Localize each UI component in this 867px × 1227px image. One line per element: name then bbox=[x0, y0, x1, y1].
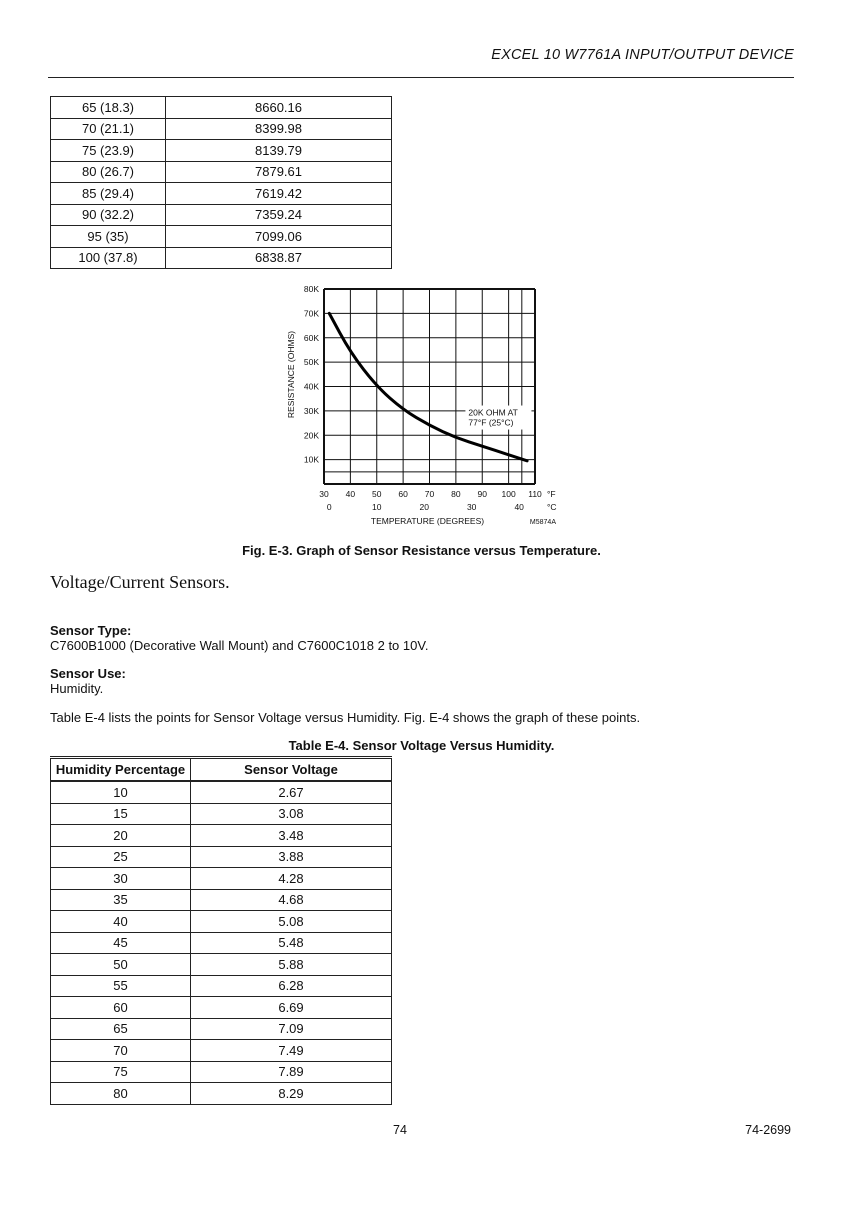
x-tick-label: 90 bbox=[477, 489, 487, 499]
resistance-chart bbox=[282, 280, 572, 530]
table-cell: 10 bbox=[51, 781, 191, 803]
y-tick-label: 50K bbox=[303, 357, 319, 368]
table-cell: 100 (37.8) bbox=[51, 247, 166, 269]
table-header-row bbox=[51, 758, 392, 782]
table-cell: 55 bbox=[51, 975, 191, 997]
table-cell: 6.28 bbox=[191, 975, 392, 997]
table-cell: 45 bbox=[51, 932, 191, 954]
table-cell: 60 bbox=[51, 997, 191, 1019]
table-row bbox=[51, 204, 392, 226]
series-line bbox=[329, 313, 527, 460]
table-cell: 8660.16 bbox=[166, 97, 392, 119]
voltage-humidity-table bbox=[50, 756, 392, 1105]
annotation-line: 77°F (25°C) bbox=[468, 417, 514, 428]
table-cell: 50 bbox=[51, 954, 191, 976]
y-tick-label: 30K bbox=[303, 405, 319, 416]
table-cell: 7.89 bbox=[191, 1061, 392, 1083]
table-row bbox=[51, 1040, 392, 1062]
table-row bbox=[51, 781, 392, 803]
table-cell: 4.68 bbox=[191, 889, 392, 911]
x2-unit-label: °C bbox=[547, 502, 557, 512]
running-header: EXCEL 10 W7761A INPUT/OUTPUT DEVICE bbox=[491, 47, 794, 63]
x-tick-label: 100 bbox=[501, 489, 516, 499]
table-cell: 75 bbox=[51, 1061, 191, 1083]
table-cell: 3.88 bbox=[191, 846, 392, 868]
sensor-type-value: C7600B1000 (Decorative Wall Mount) and C7600C1018 2 to 10V. bbox=[50, 638, 429, 653]
table-cell: 5.88 bbox=[191, 954, 392, 976]
table-cell: 7619.42 bbox=[166, 183, 392, 205]
y-axis-title: RESISTANCE (OHMS) bbox=[286, 330, 296, 419]
x2-tick-label: 0 bbox=[326, 502, 332, 512]
y-tick-label: 20K bbox=[303, 430, 319, 441]
resistance-chart-svg bbox=[282, 280, 572, 530]
table-row bbox=[51, 803, 392, 825]
table-cell: 85 (29.4) bbox=[51, 183, 166, 205]
table-cell: 8139.79 bbox=[166, 140, 392, 162]
x2-tick-label: 30 bbox=[466, 502, 477, 512]
table-cell: 5.08 bbox=[191, 911, 392, 933]
table-row bbox=[51, 183, 392, 205]
table-cell: 3.08 bbox=[191, 803, 392, 825]
table-cell: 65 bbox=[51, 1018, 191, 1040]
table-cell: 3.48 bbox=[191, 825, 392, 847]
table-row bbox=[51, 846, 392, 868]
table-cell: 35 bbox=[51, 889, 191, 911]
table-row bbox=[51, 1061, 392, 1083]
table-cell: 2.67 bbox=[191, 781, 392, 803]
table-row bbox=[51, 247, 392, 269]
x2-tick-label: 20 bbox=[419, 502, 429, 512]
sensor-type-block bbox=[50, 623, 428, 653]
section-heading: Voltage/Current Sensors. bbox=[50, 572, 230, 592]
y-tick-label: 80K bbox=[303, 284, 319, 294]
table-cell: 75 (23.9) bbox=[51, 140, 166, 162]
table-cell: 30 bbox=[51, 868, 191, 890]
annotation-line: 20K OHM AT bbox=[468, 407, 518, 418]
table-cell: 7359.24 bbox=[166, 204, 392, 226]
x-tick-label: 30 bbox=[319, 489, 329, 499]
x2-tick-label: 10 bbox=[372, 502, 382, 512]
y-tick-label: 60K bbox=[303, 332, 319, 343]
x2-tick-label: 40 bbox=[514, 502, 524, 512]
intro-paragraph: Table E-4 lists the points for Sensor Voltage versus Humidity. Fig. E-4 shows the graph of these points. bbox=[50, 710, 641, 725]
table-row bbox=[51, 1083, 392, 1105]
sensor-use-value: Humidity. bbox=[50, 681, 104, 696]
x-tick-label: 110 bbox=[528, 489, 542, 499]
table-row bbox=[51, 161, 392, 183]
sensor-use-block bbox=[50, 666, 126, 696]
table-caption: Table E-4. Sensor Voltage Versus Humidity. bbox=[288, 738, 555, 753]
table-row bbox=[51, 1018, 392, 1040]
page-number: 74 bbox=[393, 1123, 407, 1137]
sensor-use-label: Sensor Use: bbox=[50, 666, 126, 681]
table-row bbox=[51, 954, 392, 976]
table-row bbox=[51, 97, 392, 119]
x-tick-label: 40 bbox=[345, 489, 356, 499]
table-cell: 80 bbox=[51, 1083, 191, 1105]
table-row bbox=[51, 975, 392, 997]
column-header: Humidity Percentage bbox=[51, 758, 191, 782]
table-row bbox=[51, 868, 392, 890]
table-row bbox=[51, 226, 392, 248]
table-cell: 6.69 bbox=[191, 997, 392, 1019]
table-cell: 40 bbox=[51, 911, 191, 933]
table-row bbox=[51, 911, 392, 933]
table-row bbox=[51, 140, 392, 162]
column-header: Sensor Voltage bbox=[191, 758, 392, 782]
table-cell: 5.48 bbox=[191, 932, 392, 954]
table-cell: 90 (32.2) bbox=[51, 204, 166, 226]
table-cell: 7879.61 bbox=[166, 161, 392, 183]
table-row bbox=[51, 825, 392, 847]
table-cell: 70 bbox=[51, 1040, 191, 1062]
sensor-type-label: Sensor Type: bbox=[50, 623, 132, 638]
table-cell: 8.29 bbox=[191, 1083, 392, 1105]
table-cell: 25 bbox=[51, 846, 191, 868]
figure-id: M5874A bbox=[529, 519, 556, 526]
x-axis-title: TEMPERATURE (DEGREES) bbox=[370, 516, 485, 526]
resistance-table bbox=[50, 96, 392, 269]
y-tick-label: 10K bbox=[303, 454, 319, 465]
y-tick-label: 70K bbox=[303, 308, 319, 319]
table-cell: 7.49 bbox=[191, 1040, 392, 1062]
table-row bbox=[51, 997, 392, 1019]
table-row bbox=[51, 889, 392, 911]
document-number: 74-2699 bbox=[745, 1123, 791, 1137]
table-cell: 6838.87 bbox=[166, 247, 392, 269]
table-cell: 80 (26.7) bbox=[51, 161, 166, 183]
header-rule bbox=[48, 77, 794, 78]
table-cell: 15 bbox=[51, 803, 191, 825]
figure-caption: Fig. E-3. Graph of Sensor Resistance versus Temperature. bbox=[242, 543, 601, 558]
table-row bbox=[51, 118, 392, 140]
table-cell: 8399.98 bbox=[166, 118, 392, 140]
table-cell: 7099.06 bbox=[166, 226, 392, 248]
table-cell: 65 (18.3) bbox=[51, 97, 166, 119]
table-cell: 20 bbox=[51, 825, 191, 847]
table-cell: 4.28 bbox=[191, 868, 392, 890]
table-cell: 7.09 bbox=[191, 1018, 392, 1040]
x-unit-label: °F bbox=[547, 489, 556, 499]
x-tick-label: 80 bbox=[451, 489, 461, 499]
y-tick-label: 40K bbox=[303, 381, 319, 392]
x-tick-label: 70 bbox=[424, 489, 435, 499]
x-tick-label: 50 bbox=[372, 489, 382, 499]
table-row bbox=[51, 932, 392, 954]
x-tick-label: 60 bbox=[398, 489, 408, 499]
table-cell: 95 (35) bbox=[51, 226, 166, 248]
table-cell: 70 (21.1) bbox=[51, 118, 166, 140]
